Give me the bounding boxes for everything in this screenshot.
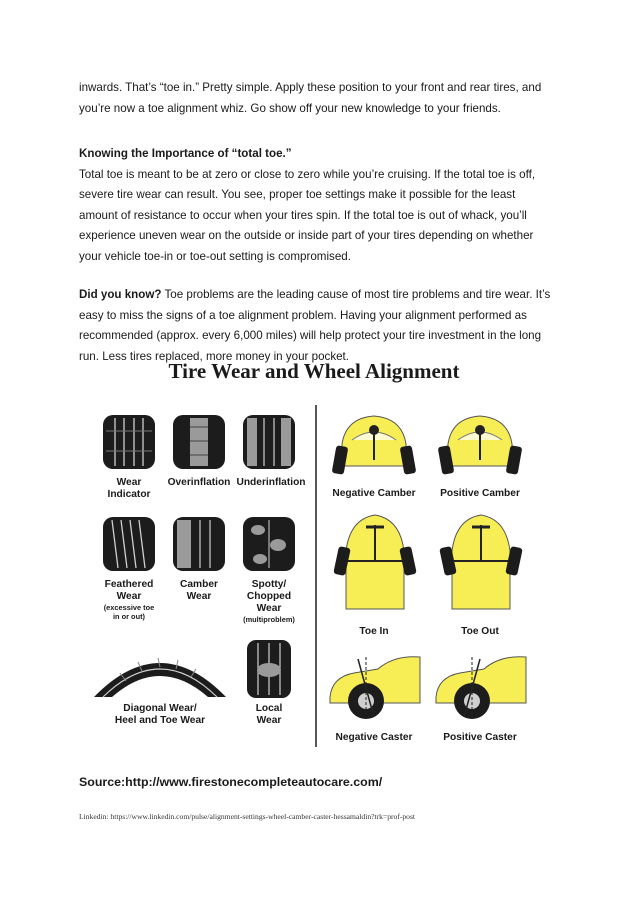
paragraph-total-toe xyxy=(79,144,565,267)
did-you-know-lead: Did you know? xyxy=(79,288,162,301)
tire-camber-wear-image xyxy=(170,515,228,573)
label-overinflation: Overinflation xyxy=(167,477,231,488)
text-line: easy to miss the signs of a toe alignment problem. Having your alignment performed as xyxy=(79,308,527,322)
car-positive-camber-image xyxy=(434,410,526,482)
text-line: amount of resistance to occur when your tires spin. If the total toe is out of whack, you’ll xyxy=(79,208,527,222)
label-feathered-wear xyxy=(90,579,168,621)
label-negative-caster: Negative Caster xyxy=(335,732,413,743)
text-line: your vehicle toe-in or toe-out setting is compromised. xyxy=(79,249,351,263)
text-line: recommended (approx. every 6,000 miles) will help protect your tire investment in the long xyxy=(79,329,542,342)
linkedin-footer: Linkedin: https://www.linkedin.com/pulse/alignment-settings-wheel-camber-caster-hessamaldin?trk=prof-post xyxy=(79,812,416,821)
tire-spotty-image xyxy=(240,515,298,573)
tire-feathered-image xyxy=(100,515,158,573)
label-wear-indicator xyxy=(90,477,168,501)
label-note: in or out) xyxy=(112,612,146,621)
paragraph-toe-in xyxy=(79,78,565,119)
tire-local-wear-image xyxy=(245,638,293,700)
tire-wear-indicator-image xyxy=(100,413,158,471)
label-line: Chopped xyxy=(246,591,292,602)
label-positive-caster: Positive Caster xyxy=(443,732,517,743)
label-line: Wear xyxy=(116,477,142,488)
label-line: Feathered xyxy=(104,579,154,590)
text-line: severe tire wear can result. You see, proper toe settings make it possible for the least xyxy=(79,188,516,201)
tire-underinflation-image xyxy=(240,413,298,471)
car-negative-camber-image xyxy=(328,410,420,482)
car-toe-out-image xyxy=(438,511,524,611)
text-line xyxy=(79,285,565,306)
text-line: Total toe is meant to be at zero or close to zero while you’re cruising. If the total toe is off, xyxy=(79,167,536,181)
source-citation: Source:http://www.firestonecompleteautocare.com/ xyxy=(79,775,383,789)
section-heading: Knowing the Importance of “total toe.” xyxy=(79,147,292,160)
label-line: Indicator xyxy=(107,489,151,500)
tire-diagonal-image xyxy=(90,643,230,699)
text-line: inwards. That’s “toe in.” Pretty simple. Apply these position to your front and rear tires, and xyxy=(79,81,542,94)
label-underinflation: Underinflation xyxy=(236,477,306,488)
text-line: experience uneven wear on the outside or inside part of your tires depending on whether xyxy=(79,229,534,242)
label-local-wear xyxy=(230,703,308,727)
label-line: Wear xyxy=(186,591,212,602)
label-line: Local xyxy=(255,703,283,714)
tire-wear-figure xyxy=(88,355,540,755)
figure-divider xyxy=(315,405,317,747)
label-note: (excessive toe xyxy=(103,603,155,612)
car-positive-caster-image xyxy=(434,647,530,721)
text-fragment: Toe problems are the leading cause of most tire problems and tire wear. It’s xyxy=(161,288,551,301)
label-toe-in: Toe In xyxy=(359,626,389,637)
label-line: Wear xyxy=(256,603,282,614)
figure-title: Tire Wear and Wheel Alignment xyxy=(168,359,460,383)
label-negative-camber: Negative Camber xyxy=(332,488,416,499)
car-negative-caster-image xyxy=(328,647,424,721)
label-line: Wear xyxy=(256,715,282,726)
label-spotty-wear xyxy=(230,579,308,624)
text-line: run. Less tires replaced, more money in your pocket. xyxy=(79,349,350,363)
label-camber-wear xyxy=(160,579,238,603)
label-line: Camber xyxy=(180,579,218,590)
tire-overinflation-image xyxy=(170,413,228,471)
label-note: (multiproblem) xyxy=(243,615,295,624)
label-diagonal-wear xyxy=(90,703,230,727)
car-toe-in-image xyxy=(332,511,418,611)
label-line: Spotty/ xyxy=(251,579,287,590)
text-line: you’re now a toe alignment whiz. Go show off your new knowledge to your friends. xyxy=(79,101,501,115)
label-toe-out: Toe Out xyxy=(461,626,499,637)
label-line: Diagonal Wear/ xyxy=(123,703,197,714)
label-positive-camber: Positive Camber xyxy=(440,488,520,499)
label-line: Heel and Toe Wear xyxy=(114,715,206,726)
label-line: Wear xyxy=(116,591,142,602)
